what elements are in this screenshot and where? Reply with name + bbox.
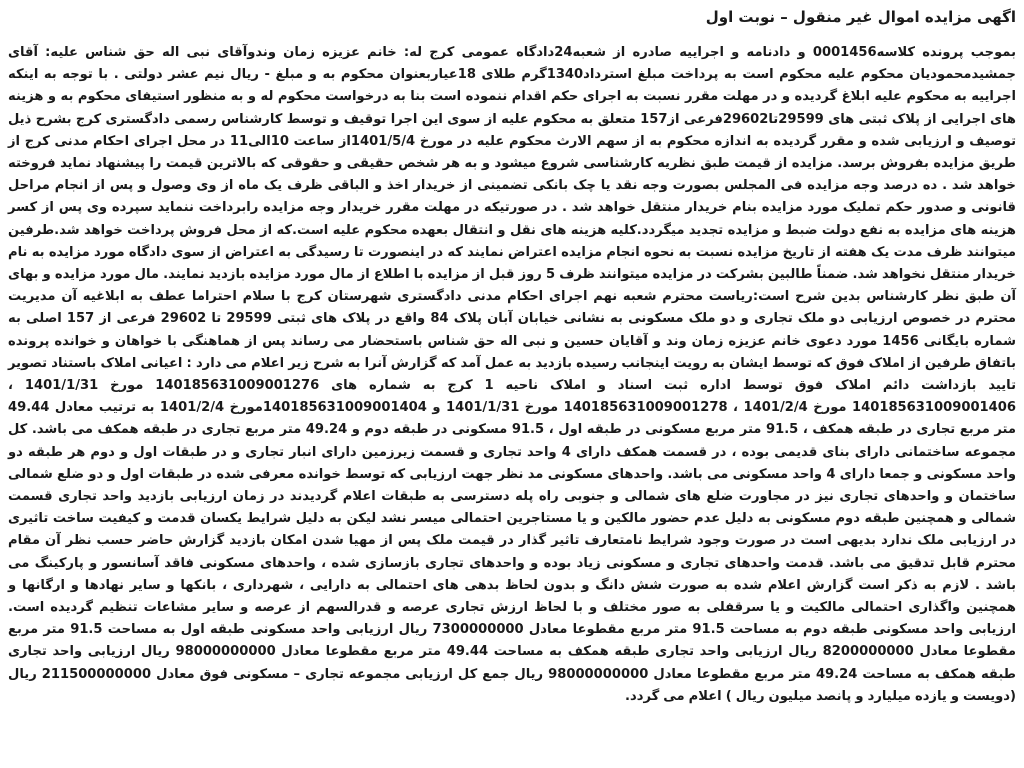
- notice-body: بموجب پرونده کلاسه0001456 و دادنامه و اجراییه صادره از شعبه24دادگاه عمومی کرج له: خانم عزیزه زمان وندوآقای نبی اله حق شناس علیه: آقای جمشیدمحمودیان محکوم علیه محکوم است به پرداخت مبلغ استرداد1340گرم طلای 18عیاربعنوان محکوم به و مبلغ - ریال نیم عشر دولتی . با توجه به اینکه اجراییه به محکوم علیه ابلاغ گردیده و در مهلت مقرر نسبت به اجرای حکم اقدام ننموده است بنا به درخواست محکوم له و به منظور استیفای محکوم به و هزینه های اجرایی از پلاک ثبتی های 29599تا29602فرعی از157 متعلق به محکوم علیه از سوی این اجرا توقیف و توسط کارشناس رسمی دادگستری کرج بشرح ذیل توصیف و ارزیابی شده و مقرر گردیده به اندازه محکوم به از سهم الارث محکوم علیه در مورخ 1401/5/4از ساعت 10الی11 در محل اجرای احکام مدنی کرج از طریق مزایده بفروش برسد. مزایده از قیمت طبق نظریه کارشناسی شروع میشود و به هر شخص حقیقی و حقوقی که بالاترین قیمت را پیشنهاد نماید فروخته خواهد شد . ده درصد وجه مزایده فی المجلس بصورت وجه نقد یا چک بانکی تضمینی از خریدار اخذ و الباقی ظرف یک ماه از وی وصول و پس از انجام مراحل قانونی و صدور حکم تملیک مورد مزایده بنام خریدار منتقل خواهد شد . در صورتیکه در مهلت مقرر خریدار وجه مزایده رابرداخت ننماید سپرده وی پس از کسر هزینه های مزایده به نفع دولت ضبط و مزایده تجدید میگردد.کلیه هزینه های نقل و انتقال بعهده محکوم علیه است.که از محل فروش پرداخت خواهد شد.طرفین میتوانند ظرف مدت یک هفته از تاریخ مزایده نسبت به نحوه انجام مزایده اعتراض نمایند که در اینصورت تا رسیدگی به اعتراض از سوی دادگاه مورد مزایده به نام خریدار منتقل نخواهد شد. ضمناً طالبین بشرکت در مزایده میتوانند ظرف 5 روز قبل از مزایده با اطلاع از مال مورد مزایده بازدید نمایند. مال مورد مزایده و بهای آن طبق نظر کارشناس بدین شرح است:ریاست محترم شعبه نهم اجرای احکام مدنی دادگستری شهرستان کرج با سلام احتراما عطف به ابلاغیه آن مدیریت محترم در خصوص ارزیابی دو ملک تجاری و دو ملک مسکونی به نشانی خیابان آبان پلاک 84 واقع در پلاک های ثبتی 29599 تا 29602 فرعی از 157 اصلی به شماره بایگانی 1456 مورد دعوی خانم عزیزه زمان وند و آقایان حسین و نبی اله حق شناس باستحضار می رساند پس از هماهنگی با خواهان و خوانده پرونده باتفاق طرفین از املاک فوق که توسط ایشان به رویت اینجانب رسیده بازدید به عمل آمد که گزارش آنرا به شرح زیر اعلام می دارد : اعیانی املاک باستناد تصویر تایید بازداشت دائم املاک فوق توسط اداره ثبت اسناد و املاک ناحیه 1 کرج به شماره های 140185631009001276 مورخ 1401/1/31 ، 140185631009001406 مورخ 1401/2/4 ، 140185631009001278 مورخ 1401/1/31 و 140185631009001404مورخ 1401/2/4 به ترتیب معادل 49.44 متر مربع تجاری در طبقه همکف ، 91.5 متر مربع مسکونی در طبقه اول ، 91.5 مسکونی در طبقه دوم و 49.24 متر مربع تجاری در طبقه همکف می باشد. کل مجموعه ساختمانی دارای بنای قدیمی بوده ، در قسمت همکف دارای 4 واحد تجاری و قسمت زیرزمین دارای انبار تجاری و در طبقات اول و دوم هر طبقه دو واحد مسکونی و جمعا دارای 4 واحد مسکونی می باشد. واحدهای مسکونی مد نظر جهت ارزیابی که توسط خوانده معرفی شده در طبقات اول و دو ضلع شمالی ساختمان و واحدهای تجاری نیز در مجاورت ضلع های شمالی و جنوبی راه پله دسترسی به طبقات اعلام گردیدند در زمان ارزیابی بازدید واحد تجاری قسمت شمالی و همچنین طبقه دوم مسکونی به دلیل عدم حضور مالکین و یا مستاجرین احتمالی میسر نشد لیکن به دلیل شرایط یکسان قدمت و کیفیت ساخت تاثیری در ارزیابی ملک ندارد بدیهی است در صورت وجود شرایط نامتعارف تاثیر گذار در قیمت ملک پس از مهیا شدن امکان بازدید گزارش حاضر حسب نظر آن مقام محترم قابل تدقیق می باشد. قدمت واحدهای تجاری و مسکونی زیاد بوده و واحدهای تجاری بازسازی شده ، واحدهای مسکونی فاقد آسانسور و پارکینگ می باشد . لازم به ذکر است گزارش اعلام شده به صورت شش دانگ و بدون لحاظ بدهی های احتمالی به دارایی ، شهرداری ، بانکها و سایر نهادها و ارگانها و همچنین واگذاری احتمالی مالکیت و یا سرقفلی به صور مختلف و با لحاظ ارزش تجاری عرصه و قدرالسهم از عرصه و سایر مشاعات تنظیم گردیده است. ارزیابی واحد مسکونی طبقه دوم به مساحت 91.5 متر مربع مقطوعا معادل 7300000000 ریال ارزیابی واحد مسکونی طبقه اول به مساحت 91.5 متر مربع مقطوعا معادل 8200000000 ریال ارزیابی واحد تجاری طبقه همکف به مساحت 49.44 متر مربع مقطوعا معادل 98000000000 ریال ارزیابی واحد تجاری طبقه همکف به مساحت 49.24 متر مربع مقطوعا معادل 98000000000 ریال جمع کل ارزیابی مجموعه تجاری – مسکونی فوق معادل 211500000000 ریال (دویست و یازده میلیارد و پانصد میلیون ریال ) اعلام می گردد.: [8, 45, 1017, 704]
- notice-title: اگهی مزایده اموال غیر منقول – نوبت اول: [705, 8, 1016, 26]
